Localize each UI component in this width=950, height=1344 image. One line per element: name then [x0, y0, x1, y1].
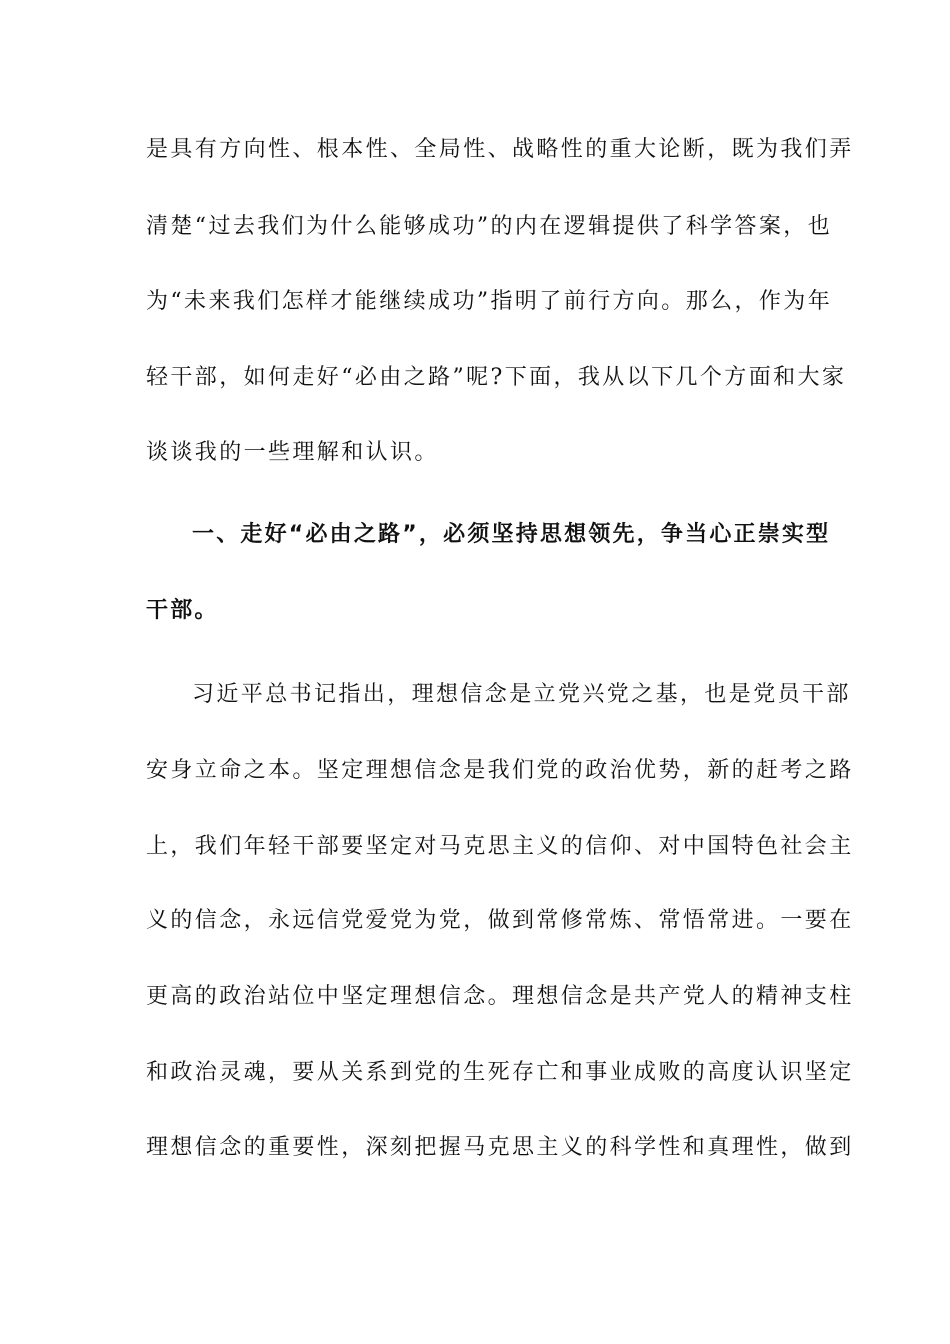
paragraph-2-line-6: 和政治灵魂，要从关系到党的生死存亡和事业成败的高度认识坚定: [146, 1060, 854, 1085]
paragraph-2-line-2: 安身立命之本。坚定理想信念是我们党的政治优势，新的赶考之路: [146, 758, 854, 783]
section-heading-line-2: 干部。: [146, 598, 219, 623]
paragraph-1-line-3: 为“未来我们怎样才能继续成功”指明了前行方向。那么，作为年: [146, 289, 833, 314]
section-heading-line-1: 一、走好“必由之路”，必须坚持思想领先，争当心正崇实型: [192, 522, 831, 547]
paragraph-2-line-1: 习近平总书记指出，理想信念是立党兴党之基，也是党员干部: [192, 682, 851, 707]
paragraph-2-line-5: 更高的政治站位中坚定理想信念。理想信念是共产党人的精神支柱: [146, 984, 854, 1009]
paragraph-2-line-4: 义的信念，永远信党爱党为党，做到常修常炼、常悟常进。一要在: [146, 908, 854, 933]
paragraph-1-line-2: 清楚“过去我们为什么能够成功”的内在逻辑提供了科学答案，也: [146, 214, 833, 239]
paragraph-1-line-5: 谈谈我的一些理解和认识。: [146, 440, 439, 465]
paragraph-1-line-4: 轻干部，如何走好“必由之路”呢?下面，我从以下几个方面和大家: [146, 365, 847, 390]
paragraph-1-line-1: 是具有方向性、根本性、全局性、战略性的重大论断，既为我们弄: [146, 137, 854, 162]
paragraph-2-line-7: 理想信念的重要性，深刻把握马克思主义的科学性和真理性，做到: [146, 1135, 854, 1160]
paragraph-2-line-3: 上，我们年轻干部要坚定对马克思主义的信仰、对中国特色社会主: [146, 834, 854, 859]
